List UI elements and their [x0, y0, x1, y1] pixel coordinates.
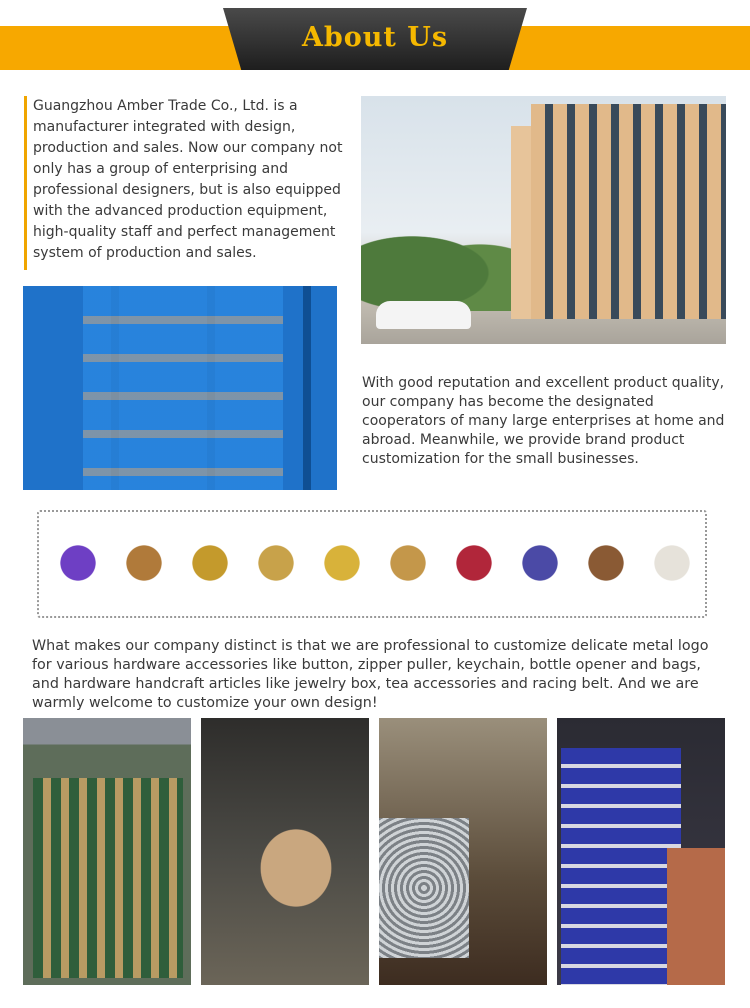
buttons-image: [247, 534, 305, 592]
product-showcase: [37, 510, 707, 618]
badges-image: [313, 534, 371, 592]
distinct-text: What makes our company distinct is that we are professional to customize delicate metal logo for various hardware accessories like button, zipper puller, keychain, bottle opener and bags, and hardware handcraft articles like jewelry box, tea accessories and racing belt. And we are warmly welcome to customize your own design!: [32, 638, 709, 711]
stamping-work-photo: [379, 718, 547, 985]
page-title: About Us: [301, 22, 449, 53]
tea-set-image: [643, 534, 701, 592]
polishing-work-photo: [201, 718, 369, 985]
dragon-figurine-image: [511, 534, 569, 592]
enamel-pins-image: [445, 534, 503, 592]
warehouse-bins-photo: [23, 286, 337, 490]
production-line-photo: [23, 718, 191, 985]
bronze-ornament-image: [577, 534, 635, 592]
factory-building-photo: [361, 96, 726, 344]
stacked-trays-photo: [557, 718, 725, 985]
cord-lock-image: [379, 534, 437, 592]
bracelets-image: [115, 534, 173, 592]
reputation-text: With good reputation and excellent product quality, our company has become the designated cooperators of many large enterprises at home and abroad. Meanwhile, we provide brand product customization for the small businesses.: [362, 375, 725, 467]
zipper-pullers-image: [49, 534, 107, 592]
about-us-banner: [0, 0, 750, 80]
keychain-image: [181, 534, 239, 592]
intro-text: Guangzhou Amber Trade Co., Ltd. is a manufacturer integrated with design, production and sales. Now our company not only has a group of enterprising and professional designers, but is also equipped with the advanced production equipment, high-quality staff and perfect management system of production and sales.: [24, 96, 359, 270]
